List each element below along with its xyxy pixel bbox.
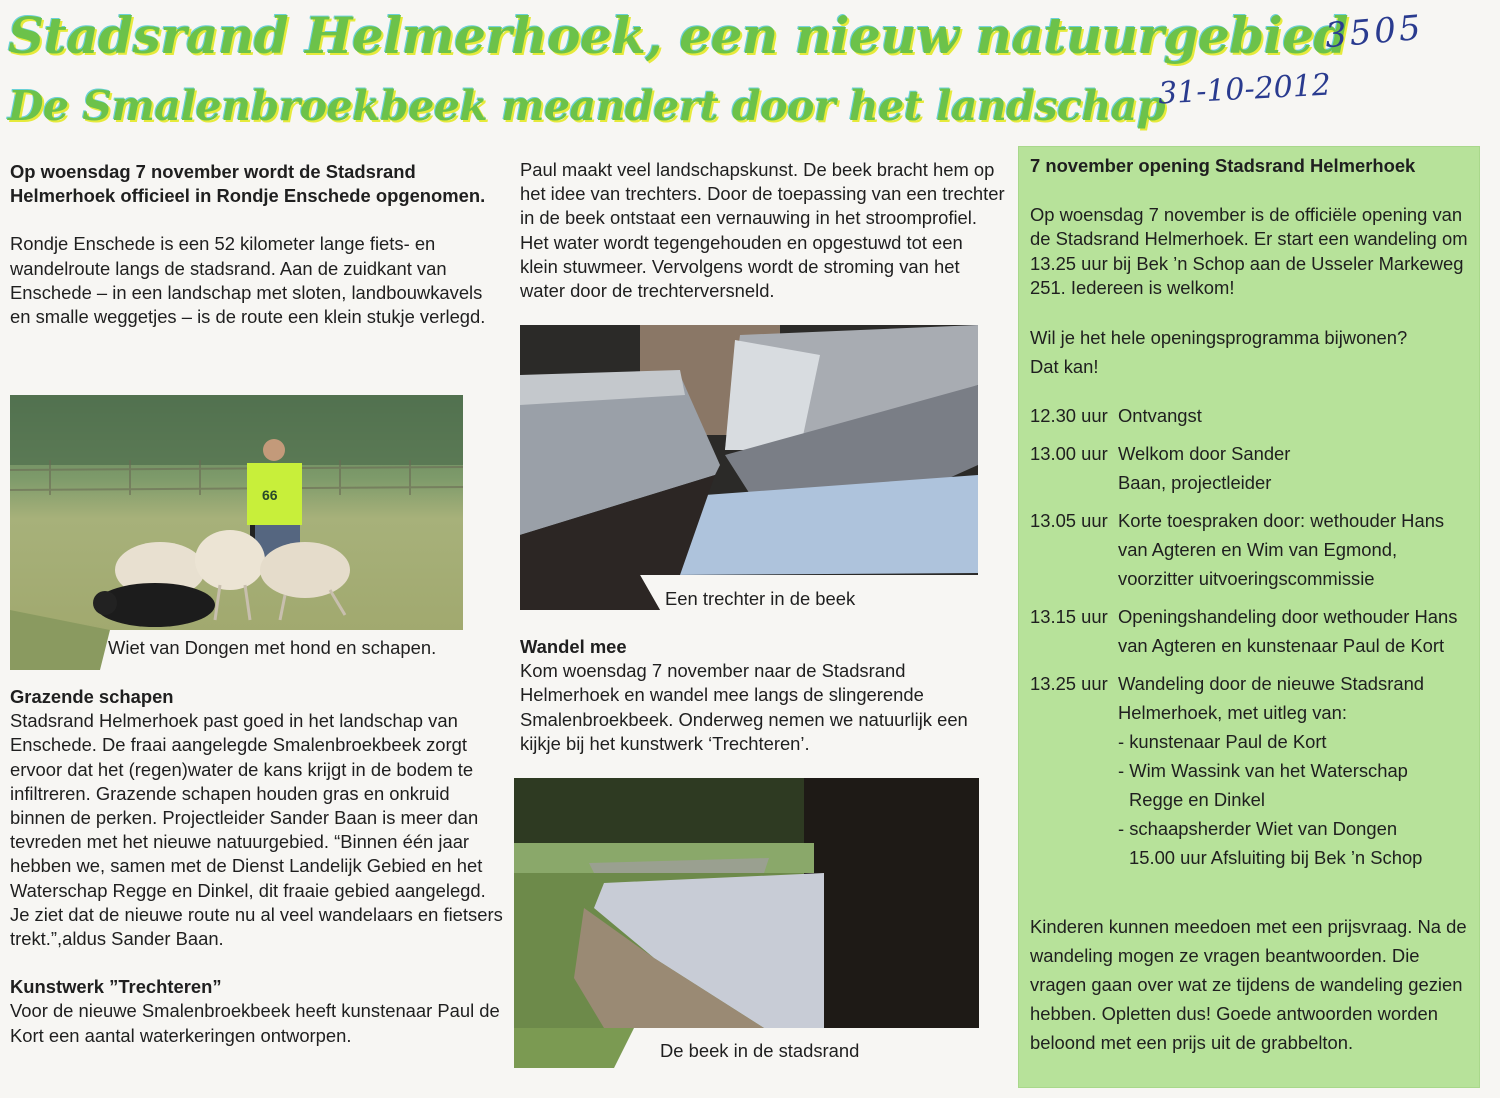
program-item (1030, 439, 1470, 497)
article-subtitle: De Smalenbroekbeek meandert door het landschap (8, 82, 1166, 130)
funnel-photo-illustration (520, 325, 978, 610)
section-heading: Grazende schapen (10, 686, 174, 707)
lead-paragraph: Op woensdag 7 november wordt de Stadsrand Helmerhoek officieel in Rondje Enschede opgenomen. (10, 161, 486, 207)
program-desc: Wandeling door de nieuwe Stadsrand Helmerhoek, met uitleg van: (1118, 672, 1425, 723)
photo-sheep-caption: Wiet van Dongen met hond en schapen. (108, 637, 437, 658)
section-grazing (10, 685, 505, 1048)
info-box-intro: Op woensdag 7 november is de officiële opening van de Stadsrand Helmerhoek. Er start een wandeling om 13.25 uur bij Bek ’n Schop aan de Usseler Markeweg 251. Iedereen is welkom! (1030, 203, 1468, 298)
section-walk (520, 635, 1005, 756)
guide-item: - kunstenaar Paul de Kort (1118, 730, 1327, 752)
guide-item: - schaapsherder Wiet van Dongen (1118, 817, 1398, 839)
guide-item: - Wim Wassink van het Waterschap Regge en Dinkel (1118, 759, 1408, 810)
column-1 (10, 160, 505, 329)
vest-number: 66 (262, 487, 278, 503)
photo-stream (514, 778, 979, 1068)
program-desc: Ontvangst (1118, 404, 1202, 426)
info-box-title: 7 november opening Stadsrand Helmerhoek (1030, 155, 1416, 176)
program-time: 12.30 uur (1030, 404, 1108, 426)
program-time: 13.00 uur (1030, 442, 1108, 464)
handwritten-date: 31-10-2012 (1157, 67, 1332, 112)
program-time: 13.05 uur (1030, 509, 1108, 531)
program-item (1030, 506, 1470, 593)
program-desc: Openingshandeling door wethouder Hans van Agteren en kunstenaar Paul de Kort (1118, 605, 1458, 656)
program-time: 13.25 uur (1030, 672, 1108, 694)
program-desc: Korte toespraken door: wethouder Hans van Agteren en Wim van Egmond, voorzitter uitvoeringscommissie (1118, 509, 1445, 589)
article-title: Stadsrand Helmerhoek, een nieuw natuurgebied (8, 6, 1348, 65)
program-item (1030, 602, 1470, 660)
intro-paragraph: Rondje Enschede is een 52 kilometer lange fiets- en wandelroute langs de stadsrand. Aan de zuidkant van Enschede – in een landschap met sloten, landbouwkavels en smalle weggetjes – is de route een klein stukje verlegd. (10, 233, 486, 328)
program-desc: Welkom door Sander Baan, projectleider (1118, 442, 1291, 493)
program-time: 13.15 uur (1030, 605, 1108, 627)
guide-list (1030, 727, 1470, 872)
photo-funnel (520, 325, 978, 610)
info-box-answer: Dat kan! (1030, 355, 1099, 377)
section-body: Kom woensdag 7 november naar de Stadsrand Helmerhoek en wandel mee langs de slingerende Smalenbroekbeek. Onderweg nemen we natuurlijk een kijkje bij het kunstwerk ‘Trechteren’. (520, 660, 968, 754)
opening-info-box (1018, 146, 1480, 1088)
kids-paragraph: Kinderen kunnen meedoen met een prijsvraag. Na de wandeling mogen ze vragen beantwoorden. Die vragen gaan over wat ze tijdens de wandeling gezien hebben. Opletten dus! Goede antwoorden worden beloond met een prijs uit de grabbelton. (1030, 915, 1467, 1053)
section-body: Voor de nieuwe Smalenbroekbeek heeft kunstenaar Paul de Kort een aantal waterkeringen ontworpen. (10, 1000, 500, 1046)
sheep-photo-illustration (10, 395, 463, 670)
handwritten-number: 3505 (1323, 7, 1426, 57)
photo-sheep (10, 395, 463, 670)
program-list (1030, 401, 1470, 872)
body-paragraph: Paul maakt veel landschapskunst. De beek bracht hem op het idee van trechters. Door de toepassing van een trechter in de beek ontstaat een vernauwing in het stroomprofiel. Het water wordt tegengehouden en opgestuwd tot een klein stuwmeer. Vervolgens wordt de stroming van het water door de trechterversneld. (520, 159, 1005, 302)
program-closing: 15.00 uur Afsluiting bij Bek ’n Schop (1129, 846, 1423, 868)
stream-photo-illustration (514, 778, 979, 1068)
program-item (1030, 669, 1470, 727)
photo-funnel-caption: Een trechter in de beek (665, 588, 856, 609)
info-box-question: Wil je het hele openingsprogramma bijwonen? (1030, 326, 1408, 348)
section-heading: Wandel mee (520, 636, 627, 657)
program-item (1030, 401, 1470, 430)
section-body: Stadsrand Helmerhoek past goed in het landschap van Enschede. De fraai aangelegde Smalenbroekbeek zorgt ervoor dat het (regen)water de kans krijgt in de bodem te infiltreren. Grazende schapen houden gras en onkruid binnen de perken. Projectleider Sander Baan is meer dan tevreden met het nieuwe natuurgebied. “Binnen één jaar hebben we, samen met de Dienst Landelijk Gebied en het Waterschap Regge en Dinkel, dit fraaie gebied aangelegd. Je ziet dat de nieuwe route nu al veel wandelaars en fietsers trekt.”,aldus Sander Baan. (10, 710, 503, 950)
section-heading: Kunstwerk ”Trechteren” (10, 976, 222, 998)
photo-stream-caption: De beek in de stadsrand (660, 1040, 860, 1061)
column-2 (520, 158, 1005, 303)
